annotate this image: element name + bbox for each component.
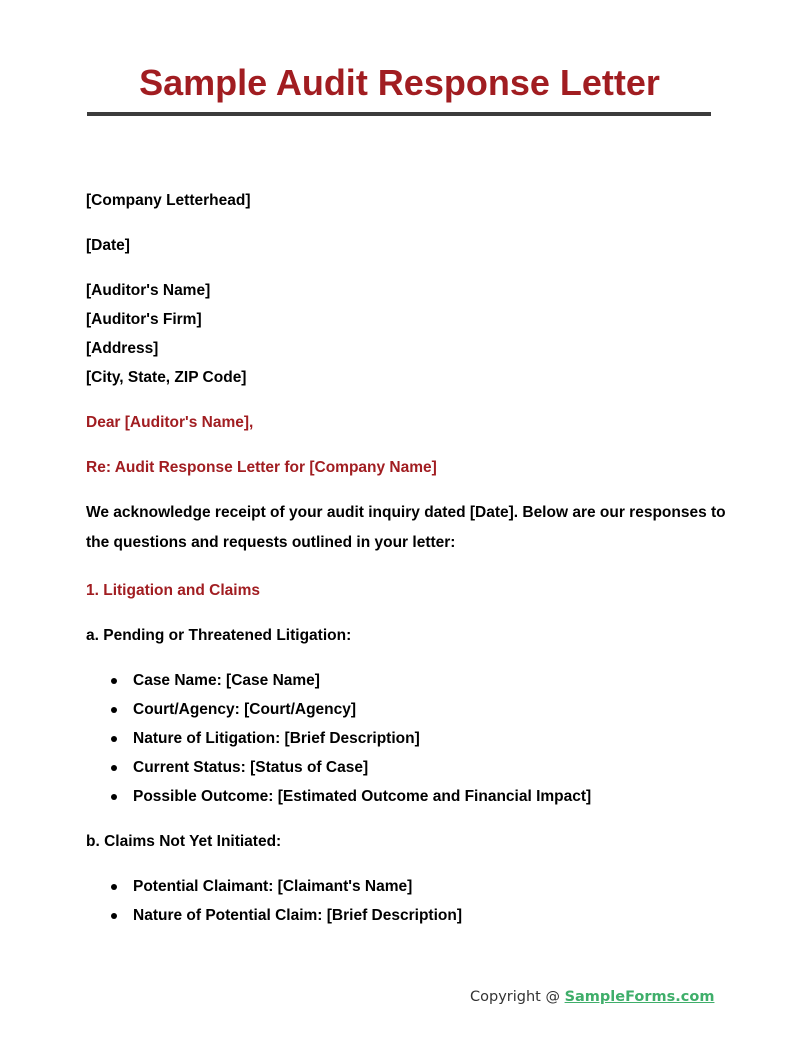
copyright-text: Copyright @ (470, 989, 565, 1005)
salutation: Dear [Auditor's Name], (86, 414, 254, 431)
intro-paragraph: We acknowledge receipt of your audit inquiry dated [Date]. Below are our responses to the questions and requests outlined in your letter: (86, 504, 726, 551)
page-title: Sample Audit Response Letter (139, 62, 660, 103)
claims-list (86, 872, 726, 930)
re-line: Re: Audit Response Letter for [Company Name] (86, 459, 437, 476)
list-item: Nature of Litigation: [Brief Description] (86, 724, 726, 753)
letter-date: [Date] (86, 237, 130, 254)
letter-body (86, 186, 726, 930)
list-item: Court/Agency: [Court/Agency] (86, 695, 726, 724)
brand-link[interactable]: SampleForms.com (564, 989, 715, 1005)
section-heading: 1. Litigation and Claims (86, 582, 260, 599)
list-item: Nature of Potential Claim: [Brief Description] (86, 901, 726, 930)
recipient-name: [Auditor's Name] (86, 282, 211, 299)
list-item: Current Status: [Status of Case] (86, 753, 726, 782)
list-item: Potential Claimant: [Claimant's Name] (86, 872, 726, 901)
footer-copyright (470, 989, 714, 1005)
subsection-heading-a: a. Pending or Threatened Litigation: (86, 627, 352, 644)
company-letterhead: [Company Letterhead] (86, 192, 251, 209)
subsection-heading-b: b. Claims Not Yet Initiated: (86, 833, 282, 850)
recipient-address: [Address] (86, 340, 159, 357)
litigation-list (86, 666, 726, 811)
list-item: Possible Outcome: [Estimated Outcome and Financial Impact] (86, 782, 726, 811)
title-divider (87, 112, 711, 116)
recipient-firm: [Auditor's Firm] (86, 311, 202, 328)
list-item: Case Name: [Case Name] (86, 666, 726, 695)
recipient-city: [City, State, ZIP Code] (86, 369, 247, 386)
